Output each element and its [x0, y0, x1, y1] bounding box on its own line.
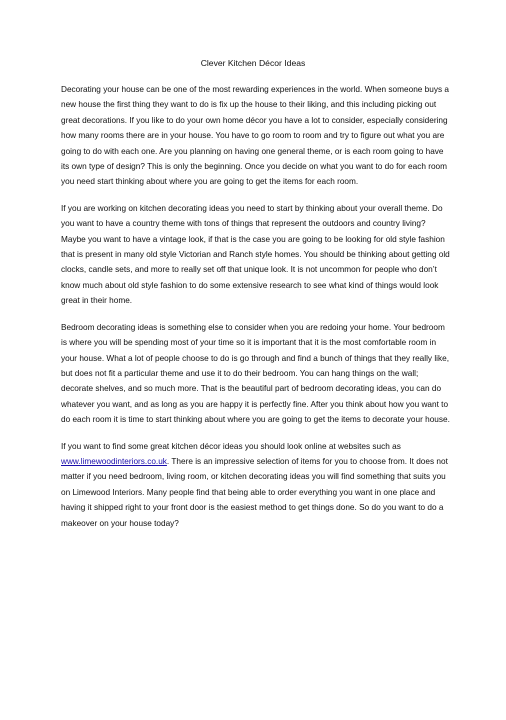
paragraph-3: Bedroom decorating ideas is something else to consider when you are redoing your home. Your bedroom is where you will be spending most of your time so it is important that it is the most comfortable room in your house. What a lot of people choose to do is go through and find a bunch of things that they really like, but does not fit a particular theme and use it to do their bedroom. You can hang things on the wall; decorate shelves, and so much more. That is the beautiful part of bedroom decorating ideas, you can do whatever you want, and as long as you are happy it is perfectly fine. After you think about how you want to do each room it is time to start thinking about where you are going to get the items to decorate your house.	[61, 322, 450, 425]
paragraph-1: Decorating your house can be one of the most rewarding experiences in the world. When someone buys a new house the first thing they want to do is fix up the house to their liking, and this including picking out great decorations. If you like to do your own home décor you have a lot to consider, especially considering how many rooms there are in your house. You have to go room to room and try to figure out what you are going to do with each one. Are you planning on having one general theme, or is each room going to have its own type of design? This is only the beginning. Once you decide on what you want to do for each room you need start thinking about where you are going to get the items for each room.	[61, 85, 449, 187]
paragraph-4-text-after-link: . There is an impressive selection of items for you to choose from. It does not matter if you need bedroom, living room, or kitchen decorating ideas you will find something that suits you on Limewood Interiors. Many people find that being able to order everything you want in one place and having it shipped right to your front door is the easiest method to get things done. So do you want to do a makeover on your house today?	[61, 456, 448, 528]
document-title: Clever Kitchen Décor Ideas	[200, 58, 306, 68]
paragraph-4-text-before-link: If you want to find some great kitchen décor ideas you should look online at websites such as	[61, 441, 401, 451]
document-body	[61, 82, 450, 542]
paragraph-2: If you are working on kitchen decorating ideas you need to start by thinking about your overall theme. Do you want to have a country theme with tons of things that represent the outdoors and country living? Maybe you want to have a vintage look, if that is the case you are going to be looking for old style fashion that is present in many old style Victorian and Ranch style homes. You should be thinking about getting old clocks, candle sets, and more to really set off that unique look. It is not uncommon for people who don’t know much about old style fashion to do some extensive research to see what kind of things would look great in their home.	[61, 203, 450, 306]
paragraph-4	[61, 439, 450, 531]
website-link[interactable]: www.limewoodinteriors.co.uk	[61, 456, 167, 466]
